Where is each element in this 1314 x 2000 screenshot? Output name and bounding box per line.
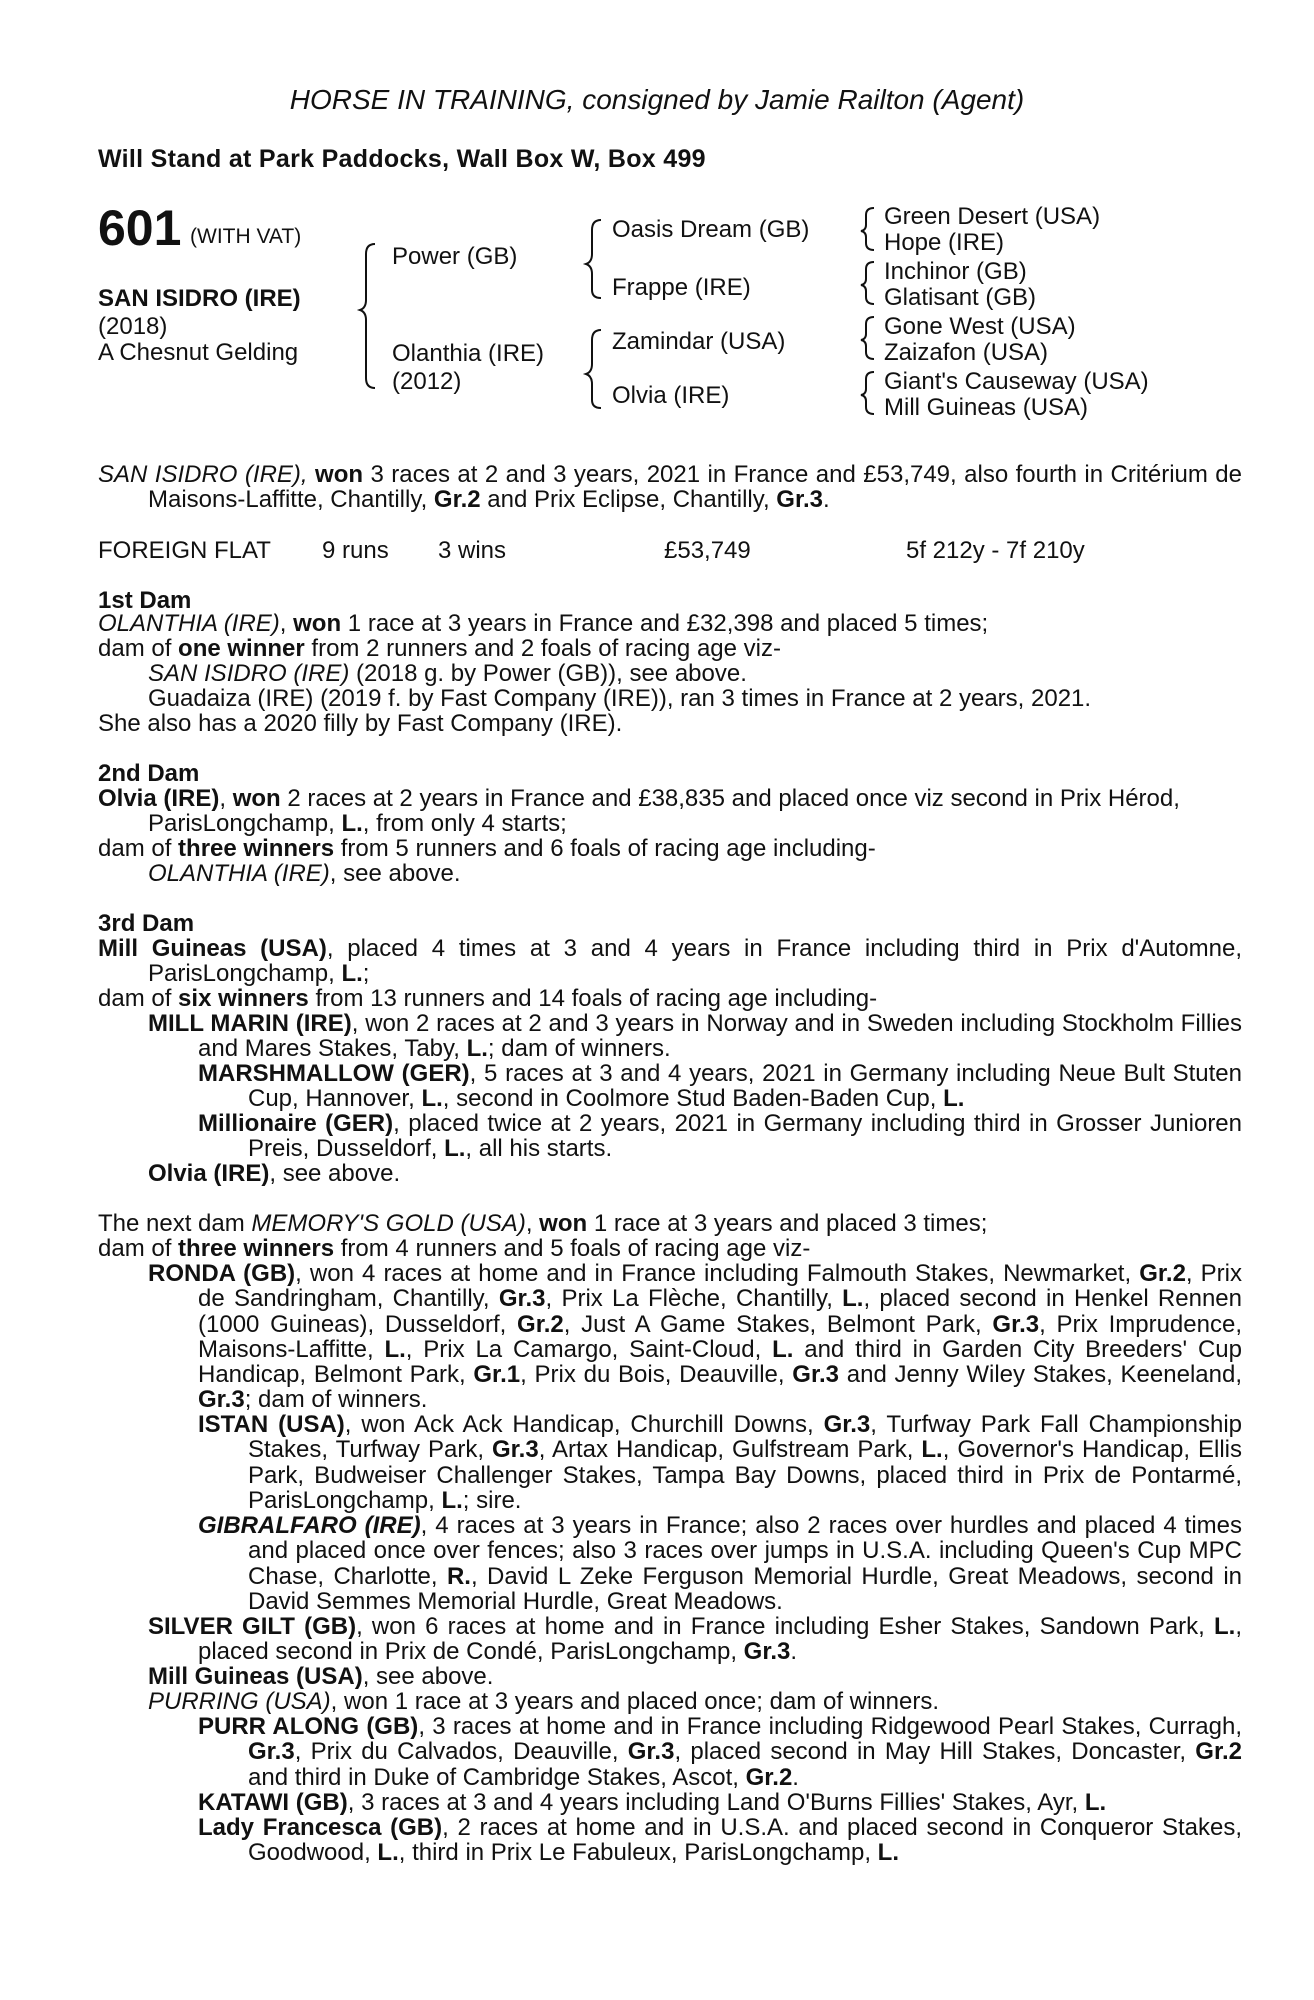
produce-name: Mill Guineas (USA): [148, 1663, 363, 1690]
text: (2018 g. by Power (GB)), see above.: [349, 660, 747, 687]
produce-item: [198, 1815, 1242, 1866]
produce-item: [148, 1261, 1242, 1413]
grade-label: Gr.3: [498, 1285, 546, 1313]
produce-item: [148, 661, 747, 686]
pedigree-g7: Giant's Causeway (USA): [884, 368, 1149, 395]
text: 1 race at 3 years and placed 3 times;: [587, 1210, 988, 1237]
text: ; dam of winners.: [244, 1386, 428, 1414]
text: .: [790, 1638, 798, 1666]
first-dam-heading: 1st Dam: [98, 587, 192, 614]
pedigree-dam-year: (2012): [392, 368, 462, 395]
record-distance: 5f 212y - 7f 210y: [906, 537, 1085, 564]
produce-item: [198, 1790, 1106, 1815]
text: from 2 runners and 2 foals of racing age viz-: [304, 635, 781, 662]
produce-name: MILL MARIN (IRE): [148, 1010, 352, 1037]
text: .: [792, 1763, 799, 1791]
grade-label: Gr.3: [492, 1436, 539, 1464]
grade-label: L.: [877, 1839, 899, 1867]
text: , Prix Imprudence, Maisons-Laffitte,: [198, 1310, 1242, 1363]
next-dam-line: [98, 1211, 987, 1236]
winners-count: three winners: [178, 1235, 335, 1262]
text: , 4 races at 3 years in France; also 2 races over hurdles and placed 4 times and placed once over fences; also 3 races over jumps in U.S.A. including Queen's Cup MPC Chase, Charlotte,: [248, 1512, 1242, 1590]
text: 1 race at 3 years in France and £32,398 and placed 5 times;: [341, 610, 989, 637]
summary-text: 3 races at 2 and 3 years, 2021 in France and £53,749, also fourth in Critérium de Maisons-Laffitte, Chantilly,: [148, 461, 1243, 514]
text: , won Ack Ack Handicap, Churchill Downs,: [344, 1411, 824, 1438]
grade-label: L.: [466, 1035, 488, 1063]
text: , Prix La Flèche, Chantilly,: [545, 1285, 843, 1313]
winners-count: one winner: [178, 635, 305, 662]
produce-item: [198, 1513, 1242, 1614]
text: ; sire.: [462, 1486, 522, 1514]
text: , second in Coolmore Stud Baden-Baden Cup,: [442, 1085, 944, 1113]
second-dam-produce-line: [98, 836, 876, 861]
dam-name: MEMORY'S GOLD (USA): [251, 1210, 526, 1237]
text: , won 1 race at 3 years and placed once; dam of winners.: [330, 1688, 940, 1715]
record-runs: 9 runs: [322, 537, 389, 564]
dam-name: Olvia (IRE): [98, 785, 220, 812]
text: , 3 races at home and in France including Ridgewood Pearl Stakes, Curragh,: [418, 1713, 1243, 1740]
pedigree-sire: Power (GB): [392, 243, 518, 270]
winners-count: three winners: [178, 835, 335, 862]
grade-label: L.: [943, 1085, 965, 1113]
grade-label: L.: [341, 810, 363, 838]
text: 2 races at 2 years in France and £38,835 and placed once viz second in Prix Hérod, ParisLongchamp,: [148, 785, 1180, 838]
grade-label: Gr.2: [517, 1310, 564, 1338]
text: , placed second in May Hill Stakes, Doncaster,: [674, 1738, 1196, 1766]
grade-label: L.: [1214, 1613, 1236, 1640]
text: and third in Duke of Cambridge Stakes, Ascot,: [248, 1763, 746, 1791]
text: , third in Prix Le Fabuleux, ParisLongchamp,: [398, 1839, 878, 1867]
text: , placed 4 times at 3 and 4 years in France including third in Prix d'Automne, ParisLongchamp,: [148, 935, 1242, 988]
text: , see above.: [269, 1160, 401, 1187]
grade-label: Gr.3: [776, 486, 823, 514]
text: , from only 4 starts;: [362, 810, 567, 838]
text: , placed second in Henkel Rennen (1000 Guineas), Dusseldorf,: [198, 1285, 1242, 1338]
grade-label: Gr.2: [1139, 1260, 1186, 1287]
second-dam-heading: 2nd Dam: [98, 760, 200, 787]
produce-name: PURR ALONG (GB): [198, 1713, 419, 1740]
text: , Prix La Camargo, Saint-Cloud,: [405, 1335, 773, 1363]
pedigree-g3: Inchinor (GB): [884, 258, 1027, 285]
text: , Just A Game Stakes, Belmont Park,: [563, 1310, 993, 1338]
grade-label: L.: [377, 1839, 399, 1867]
horse-name: SAN ISIDRO (IRE): [98, 285, 301, 312]
produce-item: [148, 1689, 939, 1714]
produce-name: MARSHMALLOW (GER): [198, 1060, 470, 1087]
produce-name: PURRING (USA): [148, 1688, 331, 1715]
first-dam-produce-line: [98, 636, 781, 661]
text: and Jenny Wiley Stakes, Keeneland,: [839, 1361, 1242, 1389]
produce-name: Olvia (IRE): [148, 1160, 270, 1187]
summary-text: and Prix Eclipse, Chantilly,: [480, 486, 777, 514]
second-dam-record: [98, 786, 1242, 837]
text: , all his starts.: [465, 1135, 613, 1163]
third-dam-heading: 3rd Dam: [98, 910, 195, 937]
pedigree-sire-dam: Frappe (IRE): [612, 274, 751, 301]
grade-label: R.: [446, 1562, 471, 1590]
race-summary: [98, 462, 1242, 513]
text: The next dam: [98, 1210, 252, 1237]
text: and third in Garden City Breeders' Cup Handicap, Belmont Park,: [198, 1335, 1242, 1389]
text: , see above.: [362, 1663, 494, 1690]
pedigree-dam: Olanthia (IRE): [392, 340, 545, 367]
record-prize: £53,749: [664, 537, 751, 564]
text: dam of: [98, 985, 179, 1012]
text: , placed twice at 2 years, 2021 in Germany including third in Grosser Junioren Preis, Dusseldorf,: [248, 1110, 1243, 1163]
dam-name: OLANTHIA (IRE): [98, 610, 280, 637]
produce-item: [198, 1111, 1242, 1162]
text: , won 4 races at home and in France including Falmouth Stakes, Newmarket,: [295, 1260, 1140, 1287]
text: , 3 races at 3 and 4 years including Land O'Burns Fillies' Stakes, Ayr,: [347, 1789, 1085, 1816]
text: from 13 runners and 14 foals of racing age including-: [308, 985, 878, 1012]
winners-count: six winners: [178, 985, 309, 1012]
record-wins: 3 wins: [438, 537, 507, 564]
text: from 4 runners and 5 foals of racing age viz-: [334, 1235, 811, 1262]
third-dam-produce-line: [98, 986, 877, 1011]
text: dam of: [98, 1235, 179, 1262]
summary-won: won: [315, 461, 364, 488]
pedigree-g8: Mill Guineas (USA): [884, 394, 1089, 421]
summary-text: .: [823, 486, 830, 514]
grade-label: Gr.3: [248, 1738, 295, 1766]
text: , won 6 races at home and in France including Esher Stakes, Sandown Park,: [356, 1613, 1214, 1640]
grade-label: L.: [1084, 1789, 1107, 1816]
produce-name: Lady Francesca (GB): [198, 1814, 443, 1841]
grade-label: Gr.3: [627, 1738, 675, 1766]
produce-name: SAN ISIDRO (IRE): [148, 660, 350, 687]
grade-label: Gr.3: [198, 1386, 245, 1414]
produce-item: [148, 1664, 493, 1689]
horse-description: A Chesnut Gelding: [98, 339, 299, 366]
grade-label: Gr.2: [745, 1763, 793, 1791]
pedigree-dam-dam: Olvia (IRE): [612, 382, 730, 409]
text: , Prix du Calvados, Deauville,: [294, 1738, 628, 1766]
grade-label: L.: [444, 1135, 466, 1163]
text: from 5 runners and 6 foals of racing age including-: [334, 835, 876, 862]
text: ,: [219, 785, 233, 812]
text: , placed second in Prix de Condé, ParisLongchamp,: [198, 1613, 1242, 1666]
grade-label: Gr.1: [473, 1361, 521, 1389]
produce-name: RONDA (GB): [148, 1260, 296, 1287]
produce-item: [198, 1412, 1242, 1513]
grade-label: Gr.2: [433, 486, 481, 514]
produce-name: Millionaire (GER): [198, 1110, 394, 1137]
produce-item: Guadaiza (IRE) (2019 f. by Fast Company (IRE)), ran 3 times in France at 2 years, 2021.: [148, 685, 1092, 712]
dam-name: Mill Guineas (USA): [98, 935, 327, 962]
pedigree-g2: Hope (IRE): [884, 229, 1005, 256]
won-label: won: [232, 785, 281, 812]
text: , won 2 races at 2 and 3 years in Norway and in Sweden including Stockholm Fillies and Mares Stakes, Taby,: [198, 1010, 1243, 1063]
won-label: won: [293, 610, 342, 637]
pedigree-dam-sire: Zamindar (USA): [612, 328, 786, 355]
text: ,: [525, 1210, 540, 1237]
produce-item: [148, 1614, 1242, 1665]
produce-name: SILVER GILT (GB): [148, 1613, 357, 1640]
text: , Artax Handicap, Gulfstream Park,: [538, 1436, 922, 1464]
text: ;: [362, 960, 370, 988]
produce-name: ISTAN (USA): [198, 1411, 345, 1438]
produce-name: GIBRALFARO (IRE): [198, 1512, 421, 1539]
produce-item: [198, 1714, 1242, 1790]
pedigree-g1: Green Desert (USA): [884, 203, 1101, 230]
summary-name: SAN ISIDRO (IRE),: [98, 461, 308, 488]
won-label: won: [539, 1210, 588, 1237]
pedigree-sire-sire: Oasis Dream (GB): [612, 216, 810, 243]
produce-item: [148, 1161, 400, 1186]
vat-note: (WITH VAT): [190, 225, 302, 248]
grade-label: Gr.3: [992, 1310, 1040, 1338]
text: , 5 races at 3 and 4 years, 2021 in Germany including Neue Bult Stuten Cup, Hannover,: [248, 1060, 1243, 1113]
record-label: FOREIGN FLAT: [98, 537, 271, 564]
text: , see above.: [329, 860, 461, 887]
text: , Governor's Handicap, Ellis Park, Budweiser Challenger Stakes, Tampa Bay Downs, placed third in Prix de Pontarmé, ParisLongchamp,: [248, 1436, 1242, 1514]
grade-label: L.: [341, 960, 363, 988]
produce-name: KATAWI (GB): [198, 1789, 348, 1816]
grade-label: L.: [921, 1436, 943, 1464]
text: ; dam of winners.: [487, 1035, 671, 1063]
text: , Prix de Sandringham, Chantilly,: [198, 1260, 1242, 1313]
text: , Prix du Bois, Deauville,: [520, 1361, 793, 1389]
text: dam of: [98, 635, 179, 662]
pedigree-g5: Gone West (USA): [884, 313, 1076, 340]
horse-year: (2018): [98, 313, 168, 340]
grade-label: L.: [421, 1085, 443, 1113]
grade-label: L.: [772, 1335, 794, 1363]
stabling-location: Will Stand at Park Paddocks, Wall Box W, Box 499: [98, 145, 706, 173]
text: , Turfway Park Fall Championship Stakes, Turfway Park,: [248, 1411, 1242, 1464]
grade-label: L.: [842, 1285, 864, 1313]
pedigree-g4: Glatisant (GB): [884, 284, 1037, 311]
text: , 2 races at home and in U.S.A. and placed second in Conqueror Stakes, Goodwood,: [248, 1814, 1242, 1867]
lot-number: 601: [98, 200, 182, 256]
next-dam-produce-line: [98, 1236, 810, 1261]
grade-label: L.: [441, 1486, 463, 1514]
produce-name: OLANTHIA (IRE): [148, 860, 330, 887]
third-dam-record: [98, 936, 1242, 987]
grade-label: Gr.3: [743, 1638, 791, 1666]
text: dam of: [98, 835, 179, 862]
grade-label: Gr.2: [1195, 1738, 1242, 1766]
produce-item: [148, 1011, 1242, 1062]
pedigree-g6: Zaizafon (USA): [884, 339, 1049, 366]
first-dam-line: [98, 611, 988, 636]
page-title: HORSE IN TRAINING, consigned by Jamie Railton (Agent): [289, 84, 1025, 115]
grade-label: Gr.3: [823, 1411, 871, 1438]
grade-label: L.: [384, 1335, 406, 1363]
produce-item: [148, 861, 461, 886]
grade-label: Gr.3: [792, 1361, 839, 1389]
produce-item: [198, 1061, 1242, 1112]
text: , David L Zeke Ferguson Memorial Hurdle, Great Meadows, second in David Semmes Memorial Hurdle, Great Meadows.: [248, 1562, 1242, 1615]
text: ,: [279, 610, 294, 637]
produce-note: She also has a 2020 filly by Fast Company (IRE).: [98, 710, 623, 737]
